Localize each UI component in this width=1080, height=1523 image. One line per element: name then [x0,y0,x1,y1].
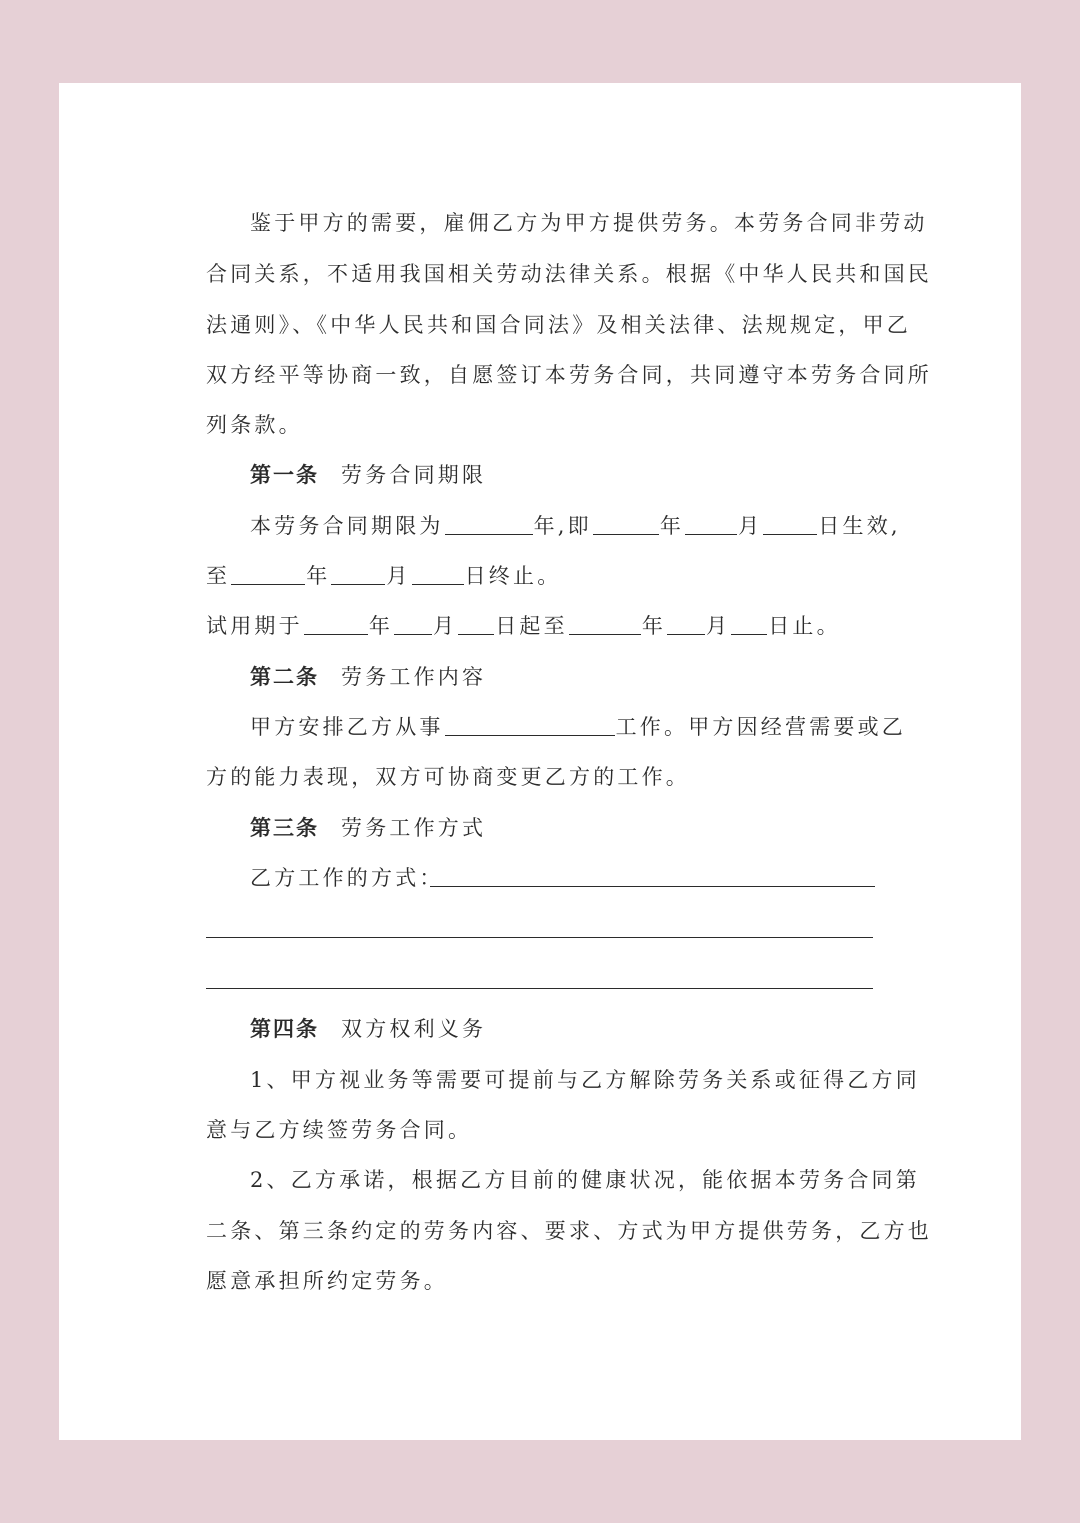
article-1-title: 劳务合同期限 [341,463,487,487]
fill-blank[interactable] [394,610,432,635]
text-segment: 试用期于 [206,614,303,638]
fill-blank[interactable] [206,988,873,989]
text-segment: 日生效, [818,514,901,538]
article-2-number: 第二条 [250,664,319,689]
fill-blank[interactable] [445,711,615,736]
text-segment: 月 [433,614,458,638]
intro-line-2: 合同关系，不适用我国相关劳动法律关系。根据《中华人民共和国民 [206,262,932,286]
article-3-number: 第三条 [250,815,319,840]
article-1-trial-line [206,606,886,646]
intro-line-5: 列条款。 [206,413,303,437]
text-segment: 月 [386,564,411,588]
fill-blank[interactable] [458,610,494,635]
text-segment: 日终止。 [464,564,562,588]
article-3-title: 劳务工作方式 [341,816,487,840]
fill-blank[interactable] [412,560,464,585]
fill-blank[interactable] [667,610,705,635]
article-1-end-line [206,556,886,596]
article-3-method-line [250,858,930,898]
article-2-heading [250,657,930,697]
text-segment: 月 [706,614,731,638]
intro-line-1: 鉴于甲方的需要，雇佣乙方为甲方提供劳务。本劳务合同非劳动 [250,211,928,235]
fill-blank[interactable] [206,937,873,938]
fill-blank[interactable] [430,886,875,887]
text-segment: 乙方工作的方式： [250,866,444,890]
article-4-item-2-line-3: 愿意承担所约定劳务。 [206,1269,448,1293]
text-segment: 至 [206,564,231,588]
text-segment: 本劳务合同期限为 [250,514,444,538]
text-segment: 工作。甲方因经营需要或乙 [615,715,907,739]
intro-line-3: 法通则》、《中华人民共和国合同法》及相关法律、法规规定，甲乙 [206,313,911,337]
article-2-title: 劳务工作内容 [341,665,487,689]
article-4-number: 第四条 [250,1016,319,1041]
fill-blank[interactable] [231,560,305,585]
article-4-item-1-line-2: 意与乙方续签劳务合同。 [206,1118,473,1142]
article-4-item-2-line-1: 2、乙方承诺，根据乙方目前的健康状况，能依据本劳务合同第 [250,1168,920,1192]
intro-line-4: 双方经平等协商一致，自愿签订本劳务合同，共同遵守本劳务合同所 [206,363,932,387]
fill-blank[interactable] [685,510,737,535]
article-2-line-2: 方的能力表现，双方可协商变更乙方的工作。 [206,765,690,789]
fill-blank[interactable] [569,610,641,635]
text-segment: 年,即 [533,514,592,538]
article-1-heading [250,455,930,495]
text-segment: 日止。 [768,614,841,638]
text-segment: 日起至 [495,614,568,638]
article-3-heading [250,808,930,848]
article-4-item-1-line-1: 1、甲方视业务等需要可提前与乙方解除劳务关系或征得乙方同 [250,1068,920,1092]
article-4-title: 双方权利义务 [341,1017,487,1041]
fill-blank[interactable] [593,510,659,535]
article-4-heading [250,1009,930,1049]
fill-blank[interactable] [731,610,767,635]
article-4-item-2-line-2: 二条、第三条约定的劳务内容、要求、方式为甲方提供劳务，乙方也 [206,1219,932,1243]
fill-blank[interactable] [445,510,533,535]
text-segment: 年 [306,564,331,588]
article-1-number: 第一条 [250,462,319,487]
fill-blank[interactable] [331,560,385,585]
text-segment: 甲方安排乙方从事 [250,715,444,739]
text-segment: 月 [738,514,763,538]
fill-blank[interactable] [763,510,817,535]
text-segment: 年 [659,514,685,538]
text-segment: 年 [641,614,667,638]
article-2-line-1 [250,707,930,747]
article-1-term-line [250,506,930,546]
fill-blank[interactable] [304,610,368,635]
text-segment: 年 [368,614,394,638]
